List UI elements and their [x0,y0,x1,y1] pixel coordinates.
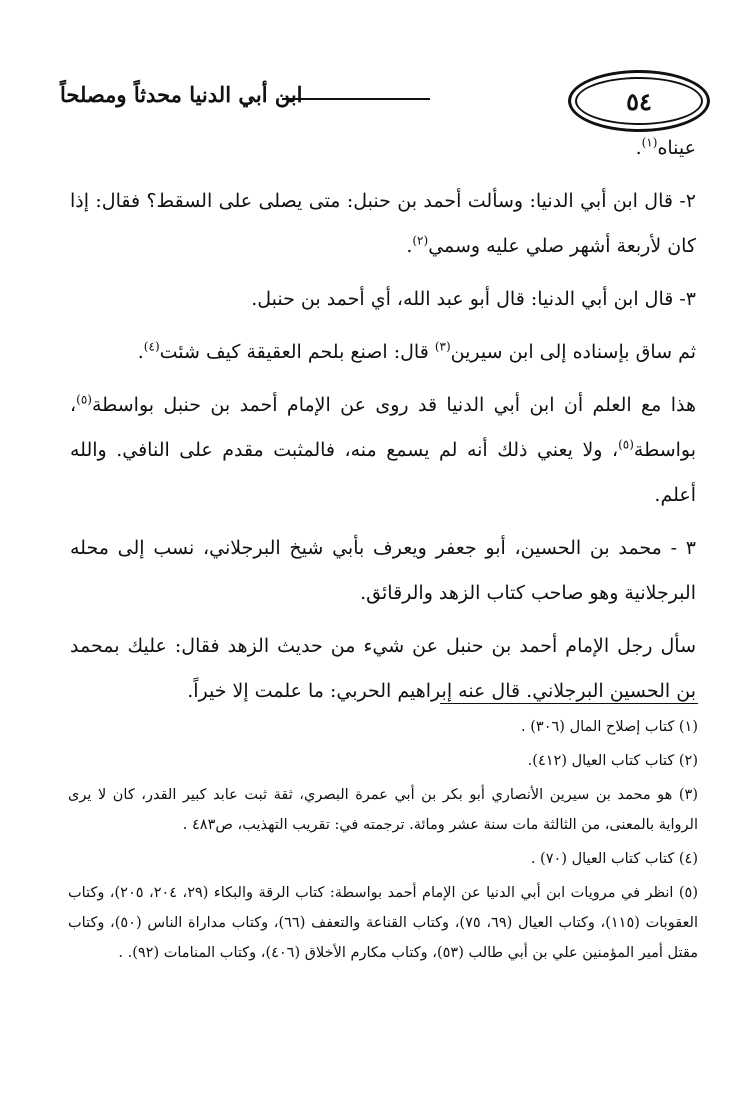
paragraph-text: ٣- قال ابن أبي الدنيا: قال أبو عبد الله، أي أحمد بن حنبل. [251,288,696,310]
footnote-3: (٣) هو محمد بن سيرين الأنصاري أبو بكر بن أبي عمرة البصري، ثقة ثبت عابد كبير القدر، كان لا يرى الرواية بالمعنى، من الثالثة مات سنة عشر ومائة. ترجمته في: تقريب التهذيب، ص٤٨٣ . [68,787,698,833]
paragraph-continuation [70,126,696,171]
paragraph-end: . [137,341,144,363]
paragraph-7 [70,624,696,714]
footnote-separator [440,703,698,704]
footnote-ref: (٥) [76,392,92,407]
main-text [70,126,696,722]
paragraph-5 [70,383,696,518]
footnote-ref: (١) [641,135,658,150]
paragraph-6 [70,526,696,616]
footnote-4: (٤) كتاب كتاب العيال (٧٠) . [530,851,698,867]
footnote-ref: (٤) [143,339,160,354]
paragraph-4 [70,330,696,375]
paragraph-text: ثم ساق بإسناده إلى ابن سيرين [450,341,696,363]
footnote-5: (٥) انظر في مرويات ابن أبي الدنيا عن الإمام أحمد بواسطة: كتاب الرقة والبكاء (٢٩، ٢٠٤، ٢٠٥)، وكتاب العقوبات (١١٥)، وكتاب العيال (٦٩، ٧٥)، وكتاب القناعة والتعفف (٦٦)، وكتاب مداراة الناس (٥٠)، وكتاب مقتل أمير المؤمنين علي بن أبي طالب (٥٣)، وكتاب مكارم الأخلاق (٤٠٦)، وكتاب المنامات (٩٢). . [68,885,699,961]
footnote-2: (٢) كتاب كتاب العيال (٤١٢). [527,753,698,769]
running-title: ابن أبي الدنيا محدثاً ومصلحاً [60,82,303,107]
paragraph-text: ٢- قال ابن أبي الدنيا: وسألت أحمد بن حنبل: متى يصلى على السقط؟ فقال: إذا كان لأربعة أشهر صلي عليه وسمي [70,190,696,257]
paragraph-text: ، ولا يعني ذلك أنه لم يسمع منه، فالمثبت مقدم على النافي. والله أعلم. [70,439,696,506]
paragraph-text: ، بواسطة [70,394,696,461]
paragraph-text: هذا مع العلم أن ابن أبي الدنيا قد روى عن الإمام أحمد بن حنبل بواسطة [91,394,696,416]
paragraph-text: عيناه [657,137,696,159]
paragraph-2 [70,179,696,269]
footnote-ref: (٢) [412,233,429,248]
footnotes [68,712,698,972]
paragraph-text: ٣ - محمد بن الحسين، أبو جعفر ويعرف بأبي شيخ البرجلاني، نسب إلى محله البرجلانية وهو صاحب كتاب الزهد والرقائق. [70,537,696,604]
paragraph-3 [70,277,696,322]
page-number-text: ٥٤ [626,86,652,116]
page-number [568,70,710,132]
footnote-ref: (٥) [618,437,634,452]
footnote-ref: (٣) [434,339,451,354]
paragraph-text: سأل رجل الإمام أحمد بن حنبل عن شيء من حديث الزهد فقال: عليك بمحمد بن الحسين البرجلاني. قال عنه إبراهيم الحربي: ما علمت إلا خيراً. [70,635,696,702]
paragraph-end: . [406,235,413,257]
paragraph-end: . [635,137,642,159]
footnote-1: (١) كتاب إصلاح المال (٣٠٦) . [521,719,698,735]
paragraph-text: قال: اصنع بلحم العقيقة كيف شئت [159,341,435,363]
header-rule [282,98,430,100]
page-header [60,62,710,132]
